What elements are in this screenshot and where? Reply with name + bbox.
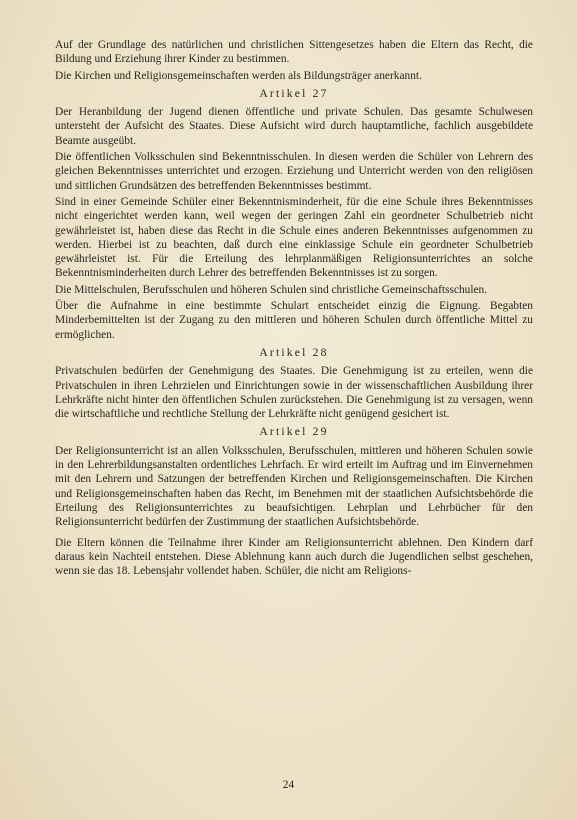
article-heading: Artikel 29 [259,425,329,439]
paragraph: Privatschulen bedürfen der Genehmigung des Staates. Die Genehmigung ist zu erteilen, wenn die Privatschulen in ihren Lehrzielen und Einrichtungen sowie in der wissenschaftlichen Ausbildung ihrer Lehrkräfte nicht hinter den öffentlichen Schulen zurückstehen. Die Genehmigung ist zu versagen, wenn die wirtschaftliche und rechtliche Stellung der Lehrkräfte nicht genügend gesichert ist. [55,365,533,421]
paragraph: Über die Aufnahme in eine bestimmte Schulart entscheidet einzig die Eignung. Begabten Minderbemittelten ist der Zugang zu den mittleren und höheren Schulen durch öffentliche Mittel zu ermöglichen. [55,300,533,341]
page-number: 24 [282,779,295,791]
paragraph: Sind in einer Gemeinde Schüler einer Bekenntnisminderheit, für die eine Schule ihres Bekenntnisses nicht eingerichtet werden kann, weil wegen der geringen Zahl ein geordneter Schulbetrieb nicht gewährleistet ist, haben diese das Recht in die Schule eines anderen Bekenntnisses aufgenommen zu werden. Hierbei ist zu beachten, daß durch eine einklassige Schule ein geordneter Schulbetrieb gewährleistet ist. Für die Erteilung des lehrplanmäßigen Religionsunterrichtes an solche Bekenntnisminderheiten durch Lehrer des betreffenden Bekenntnisses ist zu sorgen. [55,195,533,280]
page-body [55,38,533,580]
paragraph: Die Mittelschulen, Berufsschulen und höheren Schulen sind christliche Gemeinschaftsschulen. [55,283,488,296]
paragraph: Der Heranbildung der Jugend dienen öffentliche und private Schulen. Das gesamte Schulwesen untersteht der Aufsicht des Staates. Diese Aufsicht wird durch hauptamtliche, fachlich ausgebildete Beamte ausgeübt. [55,106,533,147]
paragraph: Auf der Grundlage des natürlichen und christlichen Sittengesetzes haben die Eltern das Recht, die Bildung und Erziehung ihrer Kinder zu bestimmen. [55,39,533,66]
paragraph: Die Eltern können die Teilnahme ihrer Kinder am Religionsunterricht ablehnen. Den Kindern darf daraus kein Nachteil entstehen. Diese Ablehnung kann auch durch die Jugendlichen selbst geschehen, wenn sie das 18. Lebensjahr vollendet haben. Schüler, die nicht am Religions- [55,536,533,578]
article-heading: Artikel 27 [259,86,329,100]
paragraph: Die Kirchen und Religionsgemeinschaften werden als Bildungsträger anerkannt. [55,69,422,82]
article-heading: Artikel 28 [259,345,329,359]
paragraph: Der Religionsunterricht ist an allen Volksschulen, Berufsschulen, mittleren und höheren Schulen sowie in den Lehrerbildungsanstalten ordentliches Lehrfach. Er wird erteilt im Auftrag und im Einvernehmen mit den Lehrern und Satzungen der betreffenden Kirchen und Religionsgemeinschaften. Die Kirchen und Religionsgemeinschaften haben das Recht, im Benehmen mit der staatlichen Aufsichtsbehörde die Erteilung des Religionsunterrichtes zu beaufsichtigen. Lehrplan und Lehrbücher für den Religionsunterricht bedürfen der Zustimmung der staatlichen Aufsichtsbehörde. [55,444,533,529]
paragraph: Die öffentlichen Volksschulen sind Bekenntnisschulen. In diesen werden die Schüler von Lehrern des gleichen Bekenntnisses unterrichtet und erzogen. Erziehung und Unterricht werden von den religiösen und sittlichen Grundsätzen des betreffenden Bekenntnisses bestimmt. [55,151,533,192]
